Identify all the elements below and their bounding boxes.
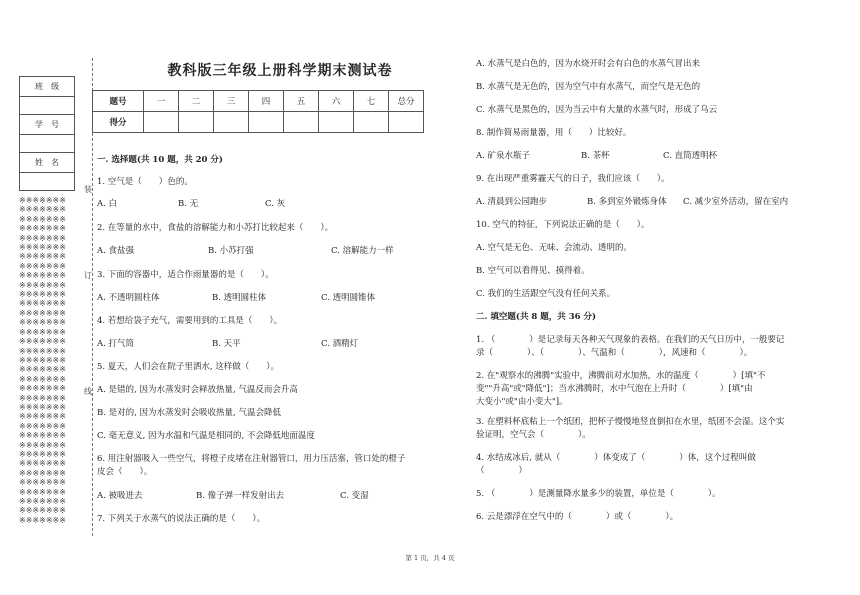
star-row: ※※※※※※※ xyxy=(19,487,66,497)
q6-option-c: C. 变湿 xyxy=(340,491,369,501)
q4-option-b: B. 天平 xyxy=(212,339,241,349)
section-heading-fill: 二. 填空题(共 8 题，共 36 分) xyxy=(476,312,597,322)
q3-option-b: B. 透明圆柱体 xyxy=(212,293,267,303)
name-field[interactable] xyxy=(20,173,75,191)
q3-option-a: A. 不透明圆柱体 xyxy=(97,293,160,303)
star-row: ※※※※※※※ xyxy=(19,346,66,356)
score-header-cell: 总分 xyxy=(389,91,424,112)
star-row: ※※※※※※※ xyxy=(19,459,66,469)
q1-option-b: B. 无 xyxy=(178,199,199,209)
star-row: ※※※※※※※ xyxy=(19,196,66,205)
q4-option-a: A. 打气筒 xyxy=(97,339,135,349)
q6-option-a: A. 被吸进去 xyxy=(97,491,143,501)
q5-option-b: B. 是对的, 因为水蒸发时会吸收热量, 气温会降低 xyxy=(97,408,281,418)
star-row: ※※※※※※※ xyxy=(19,402,66,412)
star-row: ※※※※※※※ xyxy=(19,393,66,403)
star-row: ※※※※※※※ xyxy=(19,365,66,375)
star-row: ※※※※※※※ xyxy=(19,506,66,516)
star-row: ※※※※※※※ xyxy=(19,515,66,525)
score-header-cell: 三 xyxy=(214,91,249,112)
star-row: ※※※※※※※ xyxy=(19,431,66,441)
fill-6: 6. 云是漂浮在空气中的（ ）或（ ）。 xyxy=(476,512,679,522)
q9-option-c: C. 减少室外活动，留在室内 xyxy=(683,197,789,207)
fill-2-line-1: 2. 在"观察水的沸腾"实验中，沸腾前对水加热，水的温度（ ）[填"不 xyxy=(476,371,766,381)
star-row: ※※※※※※※ xyxy=(19,214,66,224)
score-cell[interactable] xyxy=(214,112,249,133)
q8-option-b: B. 茶杯 xyxy=(581,151,610,161)
page-number-footer: 第 1 页，共 4 页 xyxy=(405,554,455,562)
fill-3-line-2: 验证明，空气会（ ）。 xyxy=(476,430,591,440)
star-row: ※※※※※※※ xyxy=(19,205,66,215)
q10-option-b: B. 空气可以看得见、摸得着。 xyxy=(476,266,590,276)
question-9: 9. 在出现严重雾霾天气的日子，我们应该（ ）。 xyxy=(476,174,670,184)
star-row: ※※※※※※※ xyxy=(19,290,66,300)
score-header-cell: 一 xyxy=(144,91,179,112)
star-row: ※※※※※※※ xyxy=(19,412,66,422)
star-row: ※※※※※※※ xyxy=(19,449,66,459)
score-cell[interactable] xyxy=(319,112,354,133)
star-row: ※※※※※※※ xyxy=(19,318,66,328)
question-8: 8. 制作简易雨量器，用（ ）比较好。 xyxy=(476,128,632,138)
fill-2-line-2: 变""升高"或"降低"]；当水沸腾时，水中气泡在上升时（ ）[填"由 xyxy=(476,384,753,394)
q1-option-a: A. 白 xyxy=(97,199,118,209)
fill-4-line-2: （ ） xyxy=(476,466,528,476)
star-row: ※※※※※※※ xyxy=(19,384,66,394)
class-label: 班 级 xyxy=(20,77,75,97)
question-7: 7. 下列关于水蒸气的说法正确的是（ ）。 xyxy=(97,514,266,524)
star-row: ※※※※※※※ xyxy=(19,280,66,290)
q7-option-b: B. 水蒸气是无色的，因为空气中有水蒸气，而空气是无色的 xyxy=(476,82,701,92)
score-header-cell: 七 xyxy=(354,91,389,112)
fill-5: 5. （ ）是测量降水量多少的装置，单位是（ ）。 xyxy=(476,489,721,499)
seal-char-ding: 订 xyxy=(84,271,92,280)
question-2: 2. 在等量的水中，食盐的溶解能力和小苏打比较起来（ ）。 xyxy=(97,223,334,233)
question-5: 5. 夏天，人们会在院子里洒水, 这样做（ ）。 xyxy=(97,362,279,372)
star-row: ※※※※※※※ xyxy=(19,337,66,347)
score-cell[interactable] xyxy=(179,112,214,133)
q5-option-a: A. 是错的, 因为水蒸发时会释放热量, 气温反而会升高 xyxy=(97,385,298,395)
fill-1-line-1: 1. （ ）是记录每天各种天气现象的表格。在我们的天气日历中，一般要记 xyxy=(476,335,785,345)
score-cell[interactable] xyxy=(144,112,179,133)
star-row: ※※※※※※※ xyxy=(19,308,66,318)
score-row-label: 得分 xyxy=(93,112,144,133)
star-row: ※※※※※※※ xyxy=(19,243,66,253)
name-label: 姓 名 xyxy=(20,153,75,173)
star-row: ※※※※※※※ xyxy=(19,421,66,431)
q10-option-a: A. 空气是无色、无味、会流动、透明的。 xyxy=(476,243,633,253)
fill-1-line-2: 录（ ）、（ ）、气温和（ ），风速和（ ）。 xyxy=(476,348,753,358)
question-1: 1. 空气是（ ）色的。 xyxy=(97,177,193,187)
score-header-cell: 四 xyxy=(249,91,284,112)
star-row: ※※※※※※※ xyxy=(19,468,66,478)
score-header-cell: 五 xyxy=(284,91,319,112)
score-cell[interactable] xyxy=(389,112,424,133)
q2-option-a: A. 食盐强 xyxy=(97,246,135,256)
fill-2-line-3: 大变小"或"由小变大"]。 xyxy=(476,397,568,407)
question-3: 3. 下面的容器中，适合作雨量器的是（ ）。 xyxy=(97,270,274,280)
question-6-line-2: 皮会（ ）。 xyxy=(97,467,153,477)
star-row: ※※※※※※※ xyxy=(19,252,66,262)
star-row: ※※※※※※※ xyxy=(19,478,66,488)
score-header-cell: 六 xyxy=(319,91,354,112)
student-info-table xyxy=(19,76,75,191)
q2-option-c: C. 溶解能力一样 xyxy=(331,246,394,256)
star-row: ※※※※※※※ xyxy=(19,233,66,243)
score-header-cell: 题号 xyxy=(93,91,144,112)
question-10: 10. 空气的特征，下列说法正确的是（ ）。 xyxy=(476,220,650,230)
star-row: ※※※※※※※ xyxy=(19,299,66,309)
score-header-cell: 二 xyxy=(179,91,214,112)
question-4: 4. 若想给袋子充气，需要用到的工具是（ ）。 xyxy=(97,316,283,326)
star-border-pattern xyxy=(19,196,81,525)
q9-option-b: B. 多到室外锻炼身体 xyxy=(587,197,667,207)
q1-option-c: C. 灰 xyxy=(265,199,286,209)
class-field[interactable] xyxy=(20,97,75,115)
q5-option-c: C. 毫无意义, 因为水温和气温是相同的, 不会降低地面温度 xyxy=(97,431,315,441)
section-heading-choice: 一. 选择题(共 10 题，共 20 分) xyxy=(97,155,223,165)
star-row: ※※※※※※※ xyxy=(19,355,66,365)
q4-option-c: C. 酒精灯 xyxy=(321,339,359,349)
q8-option-a: A. 矿泉水瓶子 xyxy=(476,151,531,161)
seal-char-zhuang: 装 xyxy=(84,185,92,194)
score-table xyxy=(92,90,424,133)
student-number-label: 学 号 xyxy=(20,115,75,135)
q8-option-c: C. 直筒透明杯 xyxy=(663,151,718,161)
star-row: ※※※※※※※ xyxy=(19,224,66,234)
score-cell[interactable] xyxy=(284,112,319,133)
q7-option-a: A. 水蒸气是白色的，因为水烧开时会有白色的水蒸气冒出来 xyxy=(476,59,701,69)
q10-option-c: C. 我们的生活跟空气没有任何关系。 xyxy=(476,289,616,299)
page-title: 教科版三年级上册科学期末测试卷 xyxy=(167,63,393,79)
star-row: ※※※※※※※ xyxy=(19,497,66,506)
star-row: ※※※※※※※ xyxy=(19,374,66,384)
question-6-line-1: 6. 用注射器吸入一些空气，将橙子皮堵在注射器管口，用力压活塞，管口处的橙子 xyxy=(97,454,406,464)
score-value-row xyxy=(93,112,424,133)
fill-3-line-1: 3. 在塑料杯底粘上一个纸团，把杯子慢慢地竖直倒扣在水里，纸团不会湿。这个实 xyxy=(476,417,785,427)
q2-option-b: B. 小苏打强 xyxy=(208,246,254,256)
star-row: ※※※※※※※ xyxy=(19,440,66,450)
student-number-field[interactable] xyxy=(20,135,75,153)
star-row: ※※※※※※※ xyxy=(19,271,66,281)
star-row: ※※※※※※※ xyxy=(19,261,66,271)
score-cell[interactable] xyxy=(249,112,284,133)
fill-4-line-1: 4. 水结成冰后, 就从（ ）体变成了（ ）体，这个过程叫做 xyxy=(476,453,756,463)
q7-option-c: C. 水蒸气是黑色的，因为当云中有大量的水蒸气时，形成了乌云 xyxy=(476,105,718,115)
star-row: ※※※※※※※ xyxy=(19,327,66,337)
q6-option-b: B. 像子弹一样发射出去 xyxy=(196,491,285,501)
seal-char-xian: 线 xyxy=(84,387,92,396)
q3-option-c: C. 透明圆锥体 xyxy=(321,293,376,303)
score-header-row xyxy=(93,91,424,112)
score-cell[interactable] xyxy=(354,112,389,133)
q9-option-a: A. 清晨到公园跑步 xyxy=(476,197,548,207)
